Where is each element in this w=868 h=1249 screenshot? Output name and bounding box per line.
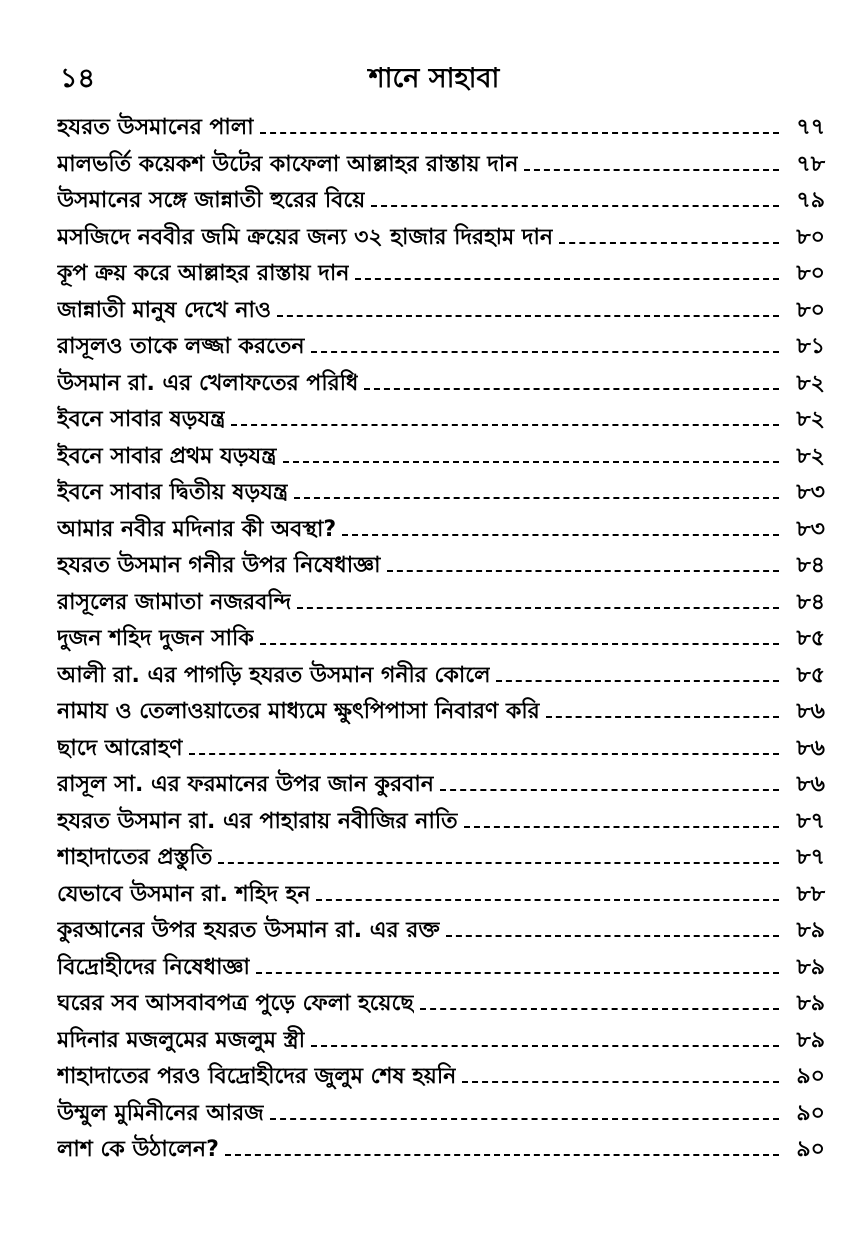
toc-entry [57,147,825,184]
toc-entry-page: ৭৮ [796,151,825,177]
toc-entry-page: ৮০ [796,261,825,286]
toc-entry-page: ৮৪ [796,589,825,615]
dot-leader [464,824,779,828]
toc-entry-title: বিদ্রোহীদের নিষেধাজ্ঞা [57,954,250,980]
toc-entry [57,877,825,914]
toc-entry-title: মালভর্তি কয়েকশ উটের কাফেলা আল্লাহর রাস্তায় দান [57,151,519,177]
running-title: শানে সাহাবা [368,63,500,94]
dot-leader [260,130,779,134]
table-of-contents [57,110,825,1169]
dot-leader [559,240,779,244]
toc-entry-page: ৮৭ [796,845,825,870]
dot-leader [524,167,779,171]
dot-leader [231,422,779,426]
toc-entry-title: ইবনে সাবার ষড়যন্ত্র [57,407,226,432]
toc-entry [57,475,825,512]
toc-entry-page: ৮২ [796,370,825,396]
toc-entry [57,804,825,841]
toc-entry [57,913,825,950]
dot-leader [342,532,779,536]
toc-entry-title: লাশ কে উঠালেন? [57,1137,219,1162]
toc-entry-title: দুজন শহিদ দুজন সাকি [57,626,254,651]
dot-leader [225,1152,779,1156]
toc-entry-page: ৮৫ [796,662,825,688]
toc-entry [57,366,825,403]
dot-leader [270,1116,779,1120]
dot-leader [311,1043,779,1047]
toc-entry [57,110,825,147]
toc-entry-page: ৮৬ [796,699,825,724]
dot-leader [283,459,780,463]
toc-entry [57,548,825,585]
toc-entry-title: রাসূলের জামাতা নজরবন্দি [57,589,292,615]
toc-entry-page: ৯০ [796,1100,825,1126]
toc-entry-page: ৮৫ [796,626,825,651]
toc-entry-title: কূপ ক্রয় করে আল্লাহর রাস্তায় দান [57,261,350,286]
dot-leader [355,276,779,280]
toc-entry [57,256,825,293]
toc-entry-page: ৮৪ [796,553,825,578]
dot-leader [297,605,779,609]
toc-entry [57,220,825,257]
toc-entry-title: আলী রা. এর পাগড়ি হযরত উসমান গনীর কোলে [57,662,491,688]
toc-entry-page: ৮৯ [796,954,825,980]
toc-entry-page: ৮১ [796,334,825,359]
dot-leader [311,349,779,353]
toc-entry [57,293,825,330]
toc-entry-title: ছাদে আরোহণ [57,735,183,761]
toc-entry-title: মসজিদে নববীর জমি ক্রয়ের জন্য ৩২ হাজার দিরহাম দান [57,224,553,250]
toc-entry-title: শাহাদাতের পরও বিদ্রোহীদের জুলুম শেষ হয়নি [57,1064,457,1089]
toc-entry [57,1096,825,1133]
toc-entry-page: ৭৯ [796,188,825,213]
toc-entry-page: ৭৭ [796,115,825,140]
dot-leader [316,897,779,901]
dot-leader [277,313,779,317]
toc-entry-page: ৮৬ [796,735,825,761]
toc-entry-title: আমার নবীর মদিনার কী অবস্থা? [57,516,337,542]
dot-leader [462,1079,779,1083]
toc-entry [57,986,825,1023]
dot-leader [496,678,779,682]
toc-entry [57,1023,825,1060]
dot-leader [387,568,779,572]
toc-entry [57,950,825,987]
toc-entry [57,1132,825,1169]
dot-leader [260,641,779,645]
toc-entry-title: ঘরের সব আসবাবপত্র পুড়ে ফেলা হয়েছে [57,991,414,1016]
toc-entry-title: ইবনে সাবার দ্বিতীয় ষড়যন্ত্র [57,480,289,505]
toc-entry-page: ৮৯ [796,991,825,1016]
toc-entry-title: হযরত উসমানের পালা [57,115,254,140]
toc-entry-title: উসমানের সঙ্গে জান্নাতী হুরের বিয়ে [57,188,366,213]
toc-entry [57,183,825,220]
toc-entry [57,621,825,658]
toc-entry-title: হযরত উসমান গনীর উপর নিষেধাজ্ঞা [57,553,381,578]
toc-entry [57,694,825,731]
toc-entry [57,731,825,768]
toc-entry-title: রাসূল সা. এর ফরমানের উপর জান কুরবান [57,772,434,797]
dot-leader [440,787,779,791]
toc-entry [57,439,825,476]
toc-entry-page: ৮০ [796,224,825,250]
toc-entry-page: ৮৩ [796,480,825,505]
dot-leader [420,1006,779,1010]
toc-entry-page: ৮৯ [796,918,825,943]
toc-entry-page: ৮৮ [796,881,825,907]
toc-entry-page: ৯০ [796,1064,825,1089]
toc-entry-title: কুরআনের উপর হযরত উসমান রা. এর রক্ত [57,918,440,943]
toc-entry [57,512,825,549]
dot-leader [189,751,779,755]
toc-entry [57,329,825,366]
toc-entry-title: শাহাদাতের প্রস্তুতি [57,845,213,870]
page-number: ১৪ [60,63,96,94]
toc-entry-title: জান্নাতী মানুষ দেখে নাও [57,297,272,323]
toc-entry-page: ৮২ [796,443,825,469]
toc-entry-title: হযরত উসমান রা. এর পাহারায় নবীজির নাতি [57,808,458,834]
toc-entry-title: ইবনে সাবার প্রথম যড়যন্ত্র [57,443,277,469]
dot-leader [371,203,779,207]
toc-entry-page: ৮২ [796,407,825,432]
dot-leader [294,495,779,499]
toc-entry [57,585,825,622]
toc-entry-page: ৮৬ [796,772,825,797]
toc-entry-page: ৯০ [796,1137,825,1162]
toc-entry-title: যেভাবে উসমান রা. শহিদ হন [57,881,311,907]
dot-leader [546,714,779,718]
toc-entry-page: ৮৭ [796,808,825,834]
toc-entry [57,840,825,877]
toc-entry-title: উসমান রা. এর খেলাফতের পরিধি [57,370,359,396]
dot-leader [364,386,779,390]
dot-leader [446,933,779,937]
toc-entry-title: নামায ও তেলাওয়াতের মাধ্যমে ক্ষুৎপিপাসা নিবারণ করি [57,699,540,724]
toc-entry [57,658,825,695]
dot-leader [218,860,779,864]
toc-entry [57,402,825,439]
toc-entry [57,1059,825,1096]
toc-entry-title: রাসূলও তাকে লজ্জা করতেন [57,334,305,359]
toc-entry-title: মদিনার মজলুমের মজলুম স্ত্রী [57,1027,306,1053]
toc-entry-page: ৮০ [796,297,825,323]
toc-entry [57,767,825,804]
toc-entry-page: ৮৯ [796,1027,825,1053]
toc-entry-title: উম্মুল মুমিনীনের আরজ [57,1100,264,1126]
dot-leader [256,970,779,974]
toc-entry-page: ৮৩ [796,516,825,542]
